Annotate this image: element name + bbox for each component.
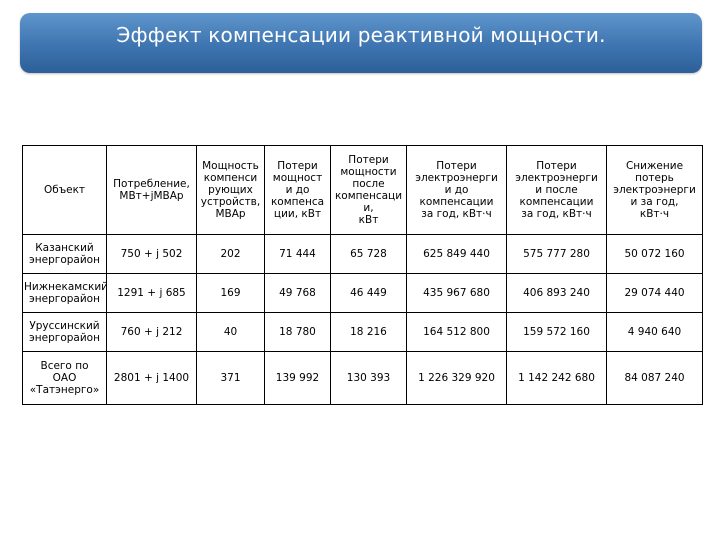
table-row bbox=[23, 235, 703, 274]
header-cell: Потери электроэнерги и до компенсации за год, кВт·ч bbox=[407, 146, 507, 235]
table-row bbox=[23, 274, 703, 313]
table-cell: 46 449 bbox=[331, 274, 407, 313]
table-cell: 40 bbox=[197, 313, 265, 352]
table-cell: 50 072 160 bbox=[607, 235, 703, 274]
table-cell: 169 bbox=[197, 274, 265, 313]
table-cell: 371 bbox=[197, 352, 265, 405]
table-cell: 159 572 160 bbox=[507, 313, 607, 352]
table-cell: 18 780 bbox=[265, 313, 331, 352]
table-cell: Уруссинский энергорайон bbox=[23, 313, 107, 352]
table-cell: 750 + j 502 bbox=[107, 235, 197, 274]
table-cell: Казанский энергорайон bbox=[23, 235, 107, 274]
table-cell: 435 967 680 bbox=[407, 274, 507, 313]
header-cell: Потери мощност и до компенса ции, кВт bbox=[265, 146, 331, 235]
table-cell: 29 074 440 bbox=[607, 274, 703, 313]
table-cell: 49 768 bbox=[265, 274, 331, 313]
table-cell: 2801 + j 1400 bbox=[107, 352, 197, 405]
header-cell: Снижение потерь электроэнерги и за год, кВт·ч bbox=[607, 146, 703, 235]
table-cell: Нижнекамский энергорайон bbox=[23, 274, 107, 313]
header-cell: Потребление, МВт+jМВАр bbox=[107, 146, 197, 235]
table-cell: 406 893 240 bbox=[507, 274, 607, 313]
table-row-total bbox=[23, 352, 703, 405]
header-row bbox=[23, 146, 703, 235]
title-banner bbox=[20, 13, 702, 73]
table-cell: 1 226 329 920 bbox=[407, 352, 507, 405]
table-cell: 84 087 240 bbox=[607, 352, 703, 405]
table-cell: 760 + j 212 bbox=[107, 313, 197, 352]
table-cell: 65 728 bbox=[331, 235, 407, 274]
table-row bbox=[23, 313, 703, 352]
table-cell: 625 849 440 bbox=[407, 235, 507, 274]
data-table bbox=[22, 145, 703, 405]
header-cell: Потери мощности после компенсаци и, кВт bbox=[331, 146, 407, 235]
slide-title: Эффект компенсации реактивной мощности. bbox=[116, 23, 606, 47]
table-cell: 130 393 bbox=[331, 352, 407, 405]
header-cell: Объект bbox=[23, 146, 107, 235]
table-cell: 202 bbox=[197, 235, 265, 274]
table-cell: 1291 + j 685 bbox=[107, 274, 197, 313]
header-cell: Потери электроэнерги и после компенсации за год, кВт·ч bbox=[507, 146, 607, 235]
table-cell: 575 777 280 bbox=[507, 235, 607, 274]
table-cell: Всего по ОАО «Татэнерго» bbox=[23, 352, 107, 405]
header-cell: Мощность компенси рующих устройств, МВАр bbox=[197, 146, 265, 235]
table-cell: 71 444 bbox=[265, 235, 331, 274]
table-cell: 18 216 bbox=[331, 313, 407, 352]
table-cell: 164 512 800 bbox=[407, 313, 507, 352]
table-cell: 4 940 640 bbox=[607, 313, 703, 352]
table-cell: 1 142 242 680 bbox=[507, 352, 607, 405]
table-cell: 139 992 bbox=[265, 352, 331, 405]
